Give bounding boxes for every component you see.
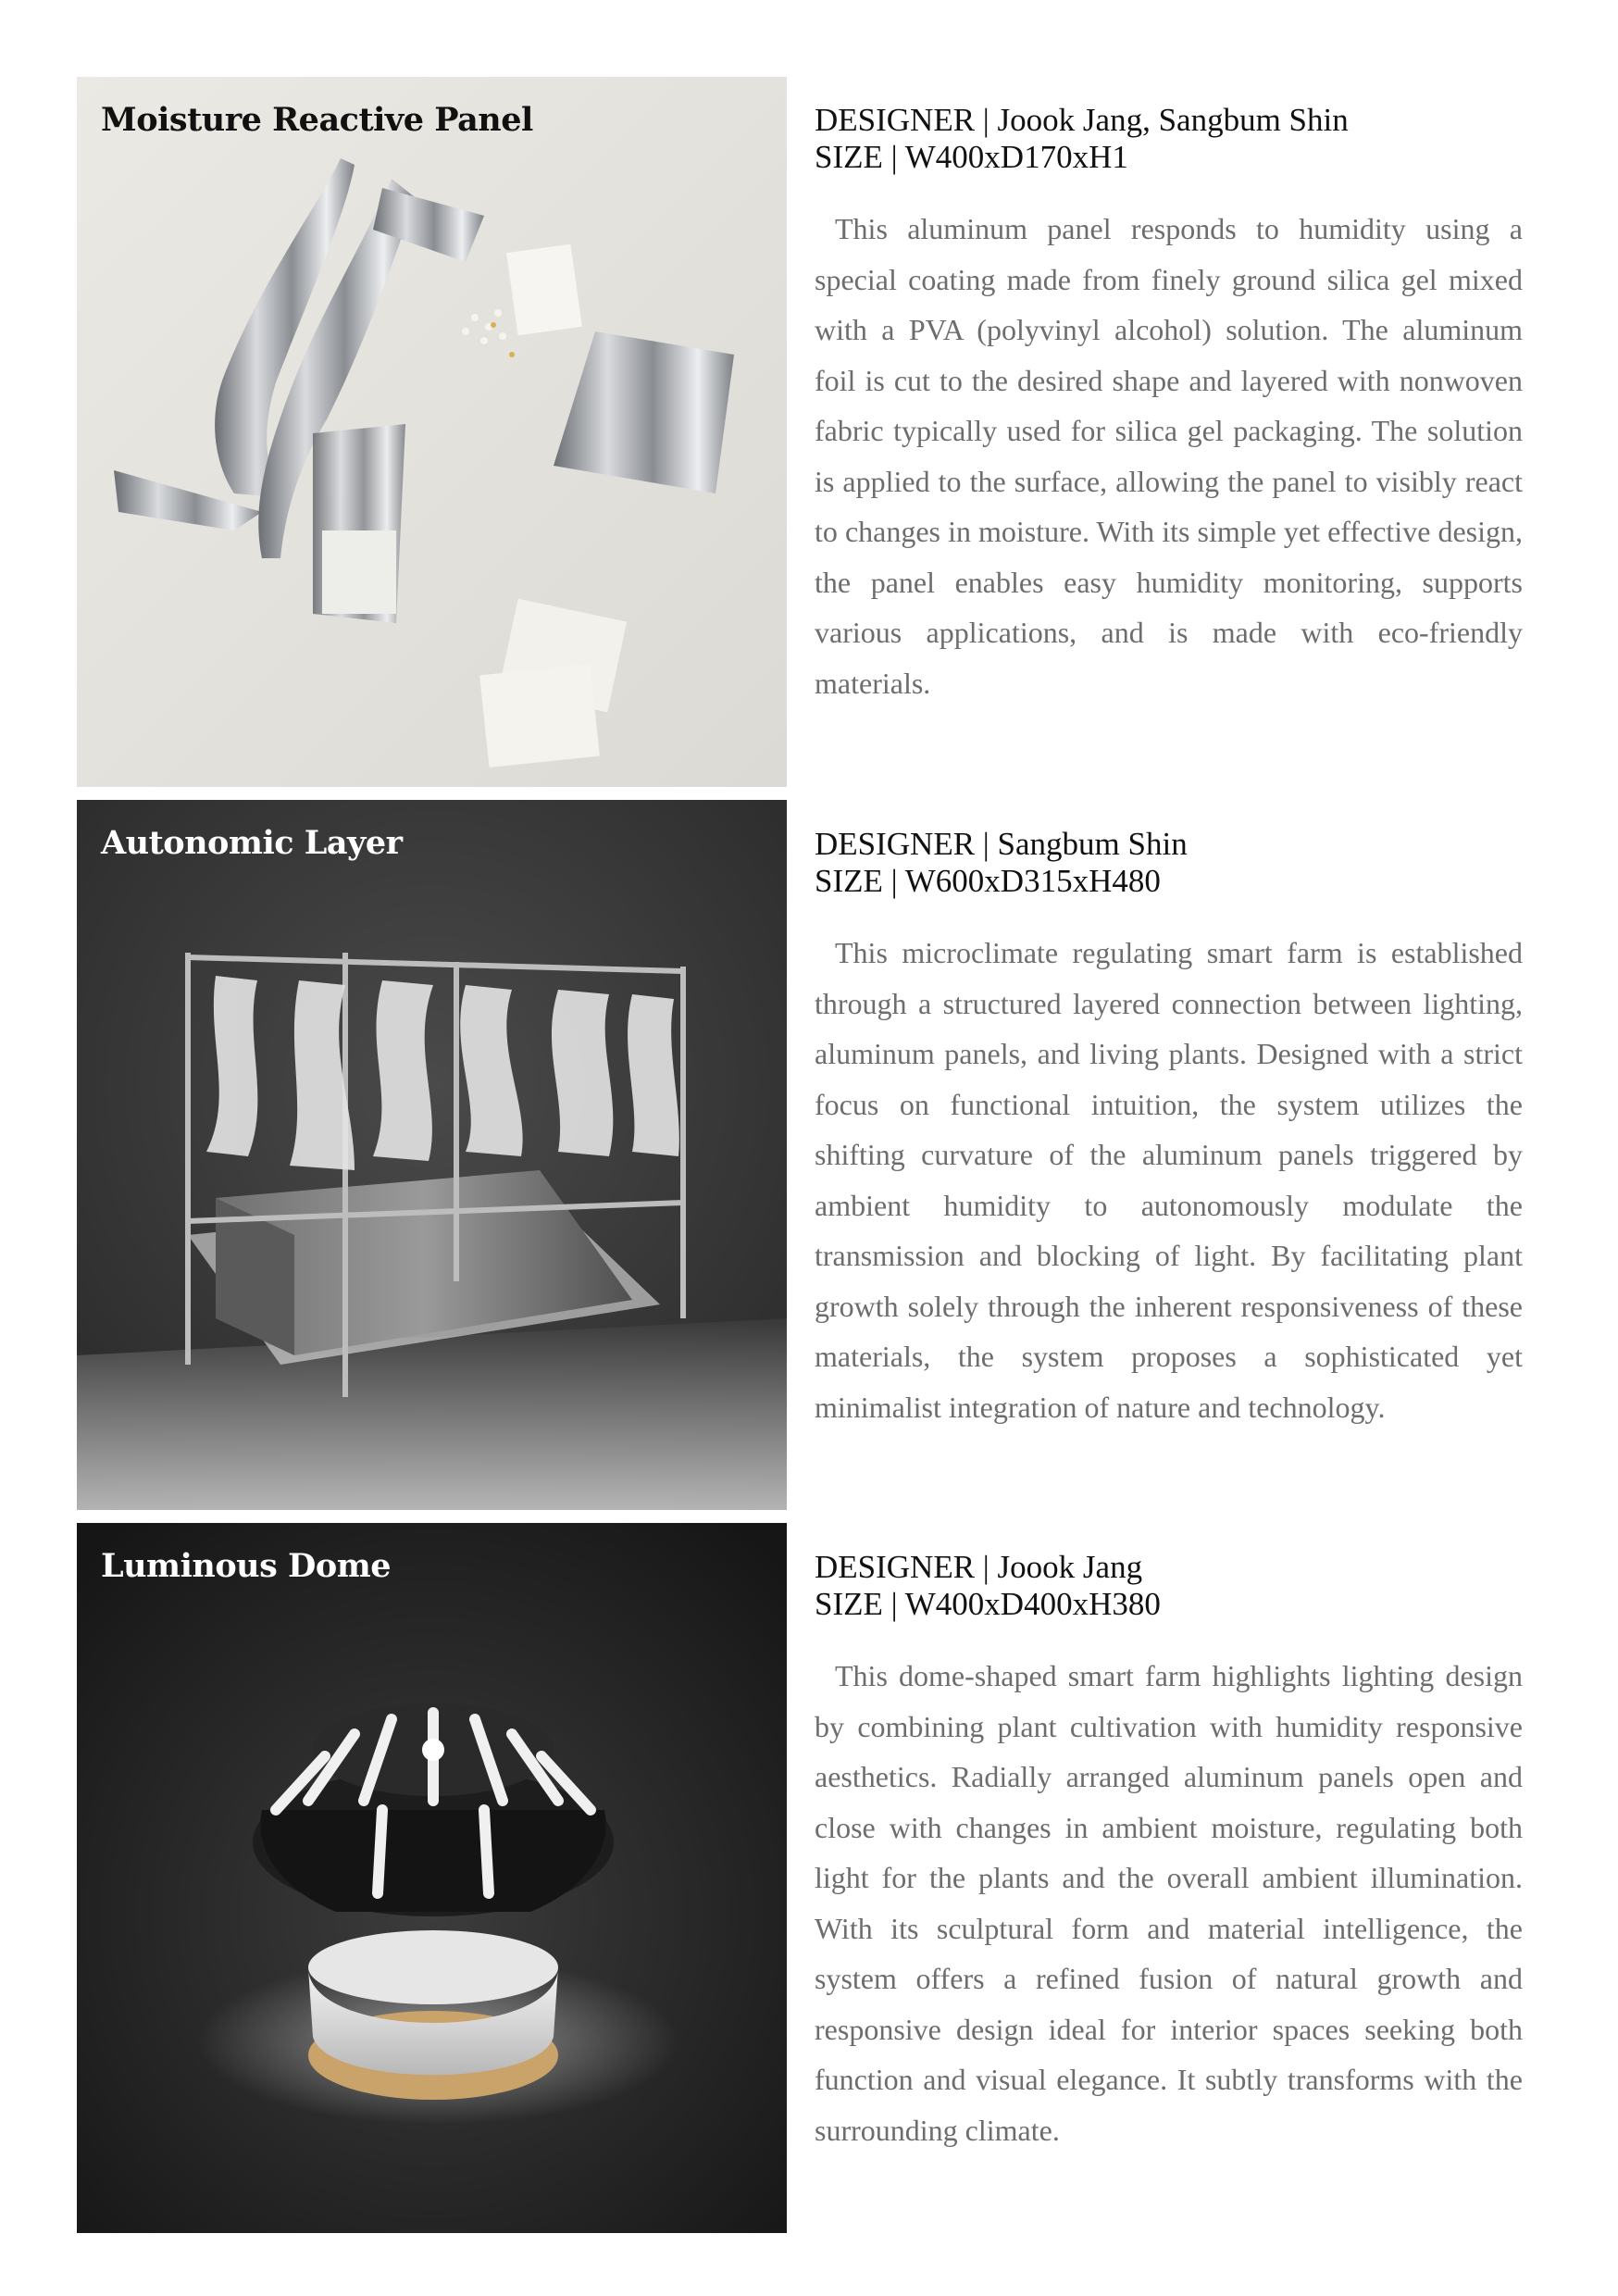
project-description: This aluminum panel responds to humidity using a special coating made from finely ground silica gel mixed with a PVA (polyvinyl alcohol) solution. The aluminum foil is cut to the desired shape and layered with nonwoven fabric typically used for silica gel packaging. The solution is applied to the surface, allowing the panel to visibly react to changes in moisture. With its simple yet effective design, the panel enables easy humidity monitoring, supports various applications, and is made with eco-friendly materials. bbox=[815, 212, 1523, 700]
project-description: This microclimate regulating smart farm is established through a structured layered connection between lighting, aluminum panels, and living plants. Designed with a strict focus on functional intuition, the system utilizes the shifting curvature of the aluminum panels triggered by ambient humidity to autonomously modulate the transmission and blocking of light. By facilitating plant growth solely through the inherent responsiveness of these materials, the system proposes a sophisticated yet minimalist integration of nature and technology. bbox=[815, 936, 1523, 1424]
project-info-moisture-panel bbox=[815, 102, 1523, 708]
photo-title: Moisture Reactive Panel bbox=[101, 101, 533, 139]
smart-farm-frame-image bbox=[77, 800, 787, 1510]
project-photo-moisture-panel bbox=[77, 77, 787, 787]
aluminum-panels-image bbox=[77, 77, 787, 787]
photo-title: Luminous Dome bbox=[101, 1547, 392, 1585]
designer-credit: DESIGNER | Joook Jang, Sangbum Shin bbox=[815, 102, 1349, 138]
project-photo-autonomic-layer bbox=[77, 800, 787, 1510]
designer-credit: DESIGNER | Sangbum Shin bbox=[815, 826, 1188, 862]
luminous-dome-image bbox=[77, 1523, 787, 2233]
project-info-autonomic-layer bbox=[815, 826, 1523, 1432]
project-description: This dome-shaped smart farm highlights lighting design by combining plant cultivation with humidity responsive aesthetics. Radially arranged aluminum panels open and close with changes in ambient moisture, regulating both light for the plants and the overall ambient illumination. With its sculptural form and material intelligence, the system offers a refined fusion of natural growth and responsive design ideal for interior spaces seeking both function and visual elegance. It subtly transforms with the surrounding climate. bbox=[815, 1659, 1523, 2147]
designer-credit: DESIGNER | Joook Jang bbox=[815, 1549, 1143, 1585]
size-spec: SIZE | W400xD400xH380 bbox=[815, 1586, 1161, 1622]
size-spec: SIZE | W600xD315xH480 bbox=[815, 863, 1161, 899]
size-spec: SIZE | W400xD170xH1 bbox=[815, 139, 1128, 175]
project-photo-luminous-dome bbox=[77, 1523, 787, 2233]
photo-title: Autonomic Layer bbox=[101, 824, 403, 862]
project-info-luminous-dome bbox=[815, 1549, 1523, 2155]
